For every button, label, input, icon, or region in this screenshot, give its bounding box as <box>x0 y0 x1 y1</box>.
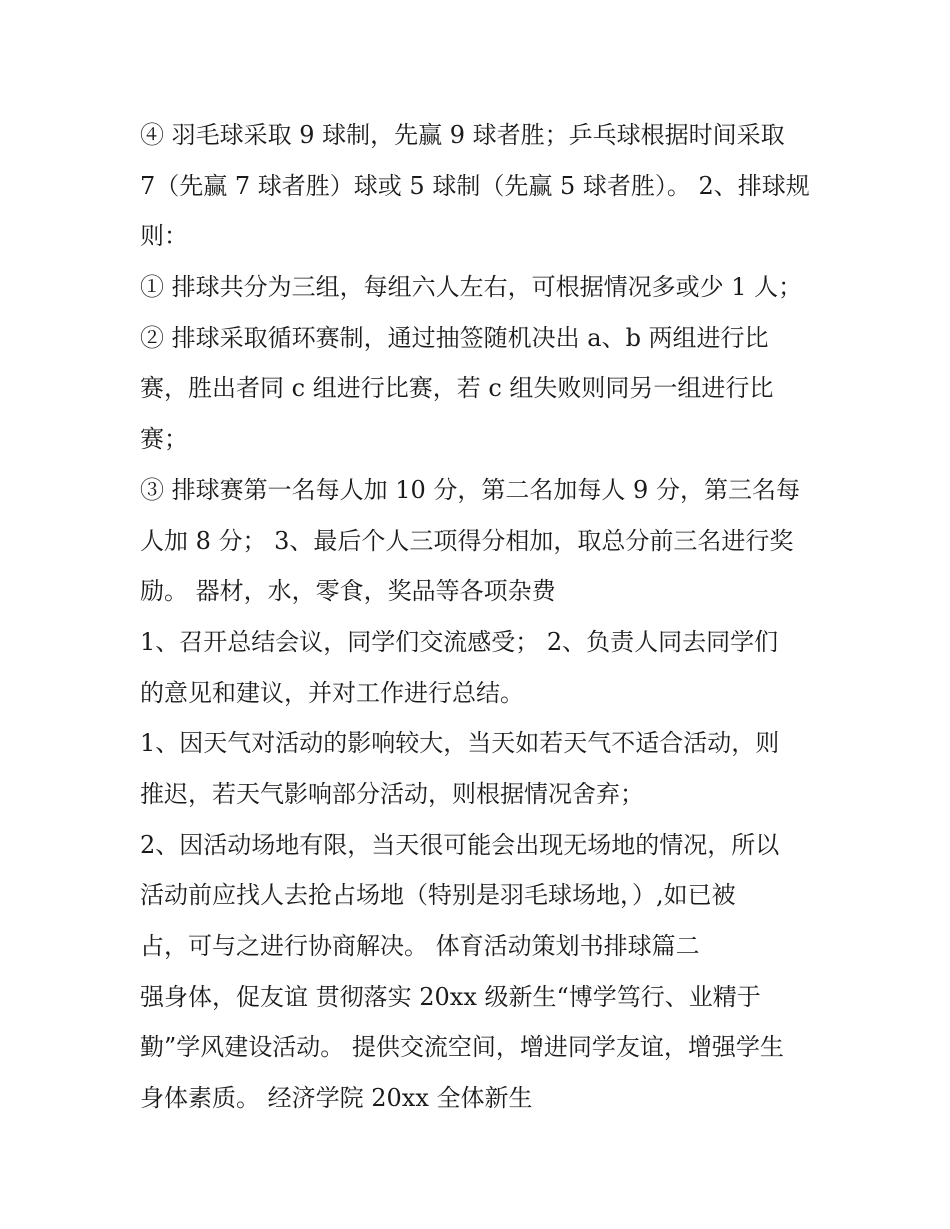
text-line: 活动前应找人去抢占场地（特别是羽毛球场地，）,如已被 <box>140 881 736 910</box>
text-line: 的意见和建议，并对工作进行总结。 <box>140 678 524 707</box>
text-line: 推迟，若天气影响部分活动，则根据情况舍弃； <box>140 779 644 808</box>
text-line: 强身体，促友谊 贯彻落实 20xx 级新生“博学笃行、业精于 <box>140 982 761 1011</box>
text-line: 7（先赢 7 球者胜）球或 5 球制（先赢 5 球者胜）。 2、排球规 <box>140 171 810 200</box>
text-line: 赛； <box>140 425 188 454</box>
text-line: 勤”学风建设活动。 提供交流空间，增进同学友谊，增强学生 <box>140 1033 784 1062</box>
text-line: ② 排球采取循环赛制，通过抽签随机决出 a、b 两组进行比 <box>140 323 769 352</box>
text-line: ③ 排球赛第一名每人加 10 分，第二名加每人 9 分，第三名每 <box>140 475 800 504</box>
text-line: 2、因活动场地有限，当天很可能会出现无场地的情况，所以 <box>140 830 780 859</box>
text-line: ④ 羽毛球采取 9 球制，先赢 9 球者胜；乒乓球根据时间采取 <box>140 121 785 149</box>
text-line: 1、因天气对活动的影响较大，当天如若天气不适合活动，则 <box>140 729 780 758</box>
text-line: 人加 8 分； 3、最后个人三项得分相加，取总分前三名进行奖 <box>140 526 794 555</box>
text-line: 占，可与之进行协商解决。 体育活动策划书排球篇二 <box>140 932 700 960</box>
text-line: 1、召开总结会议，同学们交流感受； 2、负责人同去同学们 <box>140 627 779 656</box>
text-line: 励。 器材，水，零食，奖品等各项杂费 <box>140 577 556 606</box>
document-body <box>140 110 820 1124</box>
text-line: ① 排球共分为三组，每组六人左右，可根据情况多或少 1 人； <box>140 273 803 302</box>
text-line: 则： <box>140 222 188 251</box>
text-line: 赛，胜出者同 c 组进行比赛，若 c 组失败则同另一组进行比 <box>140 374 774 403</box>
text-line: 身体素质。 经济学院 20xx 全体新生 <box>140 1084 533 1113</box>
